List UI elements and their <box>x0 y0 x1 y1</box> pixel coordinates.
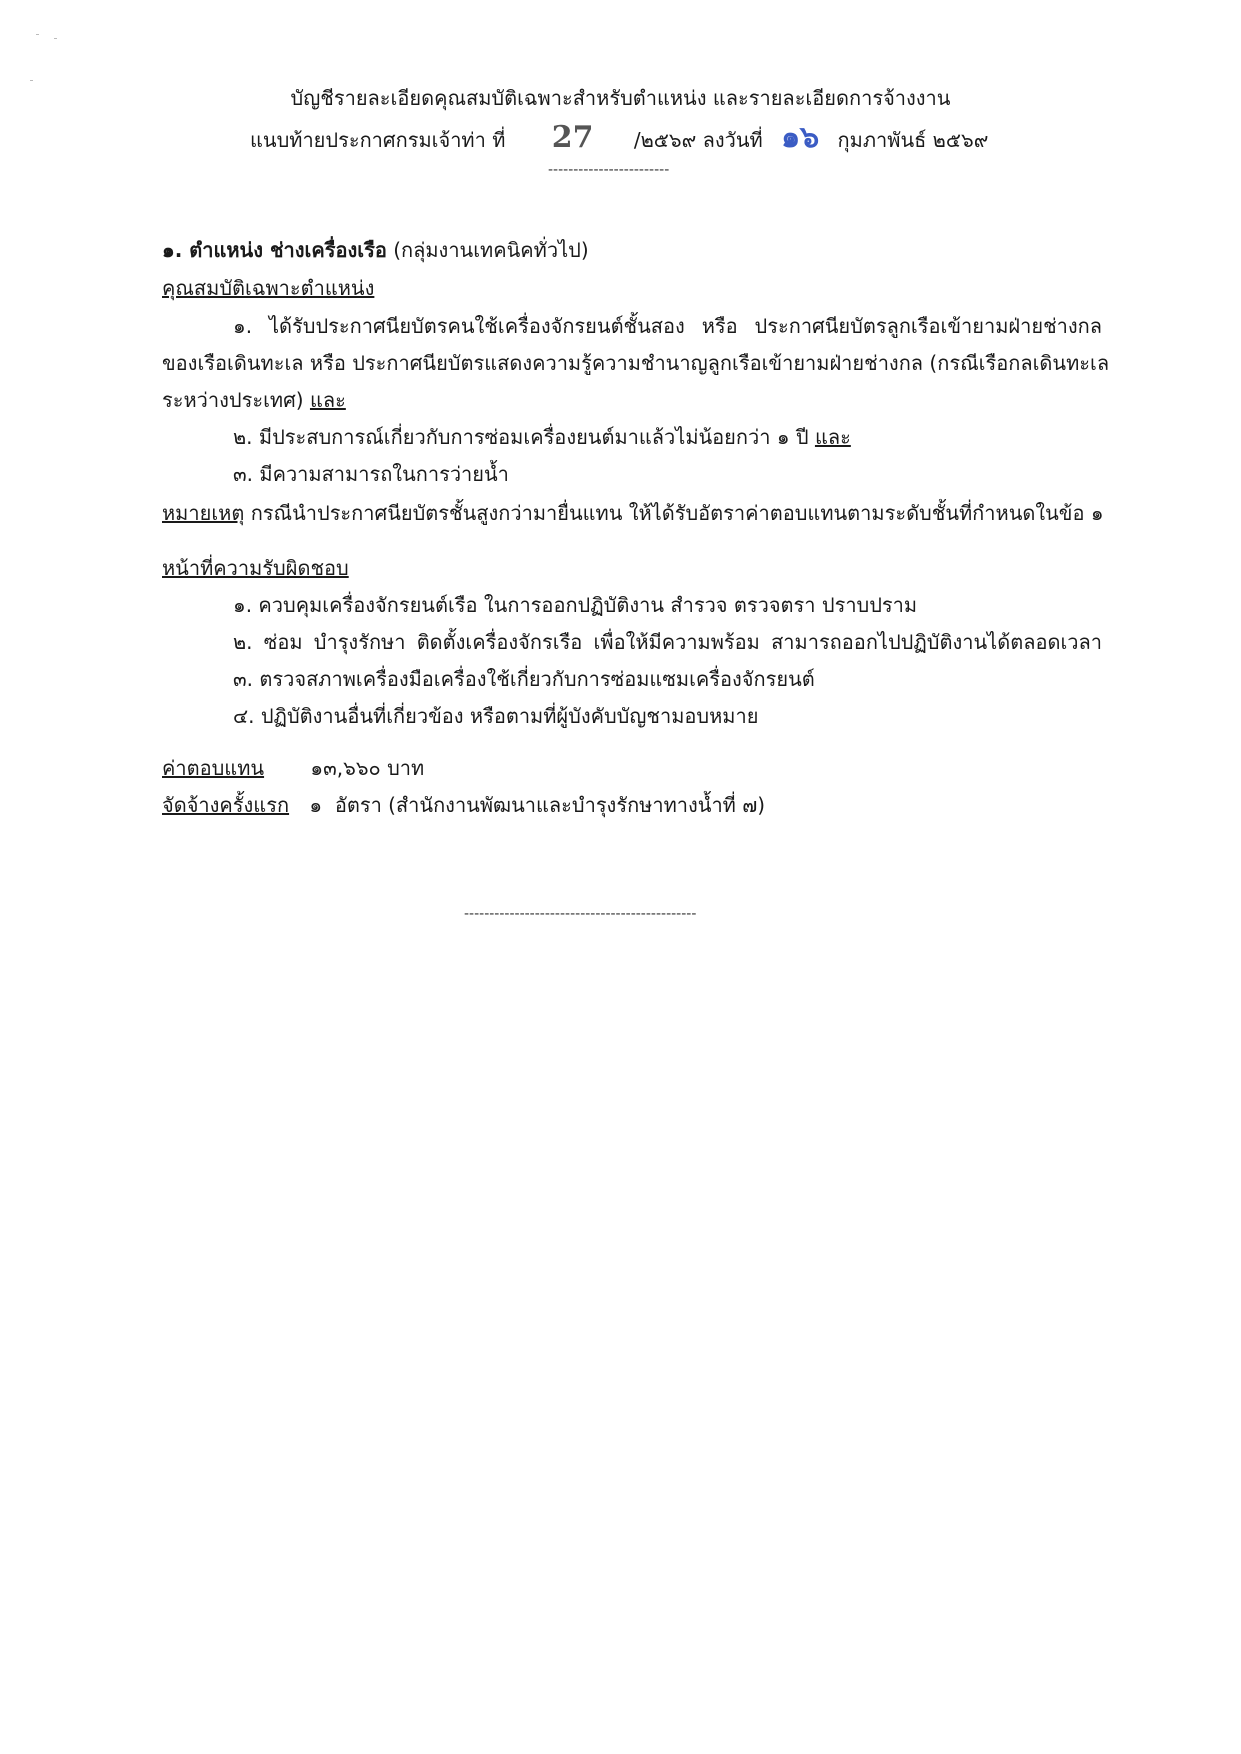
duties-title <box>162 552 1102 584</box>
document-title-line1: บัญชีรายละเอียดคุณสมบัติเฉพาะสำหรับตำแหน่ง และรายละเอียดการจ้างงาน <box>290 86 951 110</box>
title-month-year: กุมภาพันธ์ ๒๕๖๙ <box>837 128 989 152</box>
duties-title-text: หน้าที่ความรับผิดชอบ <box>162 556 349 580</box>
duty-item-4: ๔. ปฏิบัติงานอื่นที่เกี่ยวข้อง หรือตามที่ผู้บังคับบัญชามอบหมาย <box>233 704 759 728</box>
note-label: หมายเหตุ <box>162 501 245 525</box>
handwritten-announcement-number: 27 <box>551 120 594 155</box>
header-separator: ------------------------ <box>548 162 670 178</box>
qualification-item-2 <box>233 421 1102 453</box>
qualification-and: และ <box>309 388 346 412</box>
title-year: /๒๕๖๙ ลงวันที่ <box>633 128 763 152</box>
qualification-item-3: ๓. มีความสามารถในการว่ายน้ำ <box>233 462 509 486</box>
compensation-label: ค่าตอบแทน <box>162 756 265 780</box>
qualifications-title-text: คุณสมบัติเฉพาะตำแหน่ง <box>162 276 375 300</box>
title-prefix: แนบท้ายประกาศกรมเจ้าท่า ที่ <box>250 128 506 152</box>
compensation-value: ๑๓,๖๖๐ บาท <box>310 756 425 780</box>
duty-item-1: ๑. ควบคุมเครื่องจักรยนต์เรือ ในการออกปฏิบัติงาน สำรวจ ตรวจตรา ปราบปราม <box>233 593 918 617</box>
scan-speck <box>36 34 39 35</box>
position-group: (กลุ่มงานเทคนิคทั่วไป) <box>393 238 589 262</box>
initial-hiring <box>162 789 1102 821</box>
qualification-item-1-text: ระหว่างประเทศ) <box>162 388 304 412</box>
compensation <box>162 752 1102 784</box>
qualification-item-2-text: ๒. มีประสบการณ์เกี่ยวกับการซ่อมเครื่องยนต์มาแล้วไม่น้อยกว่า ๑ ปี <box>233 425 809 449</box>
document-title-line2 <box>250 114 988 161</box>
qualification-item-1-line3 <box>162 384 1102 416</box>
qualifications-title <box>162 272 1102 304</box>
hiring-value: ๑ อัตรา (สำนักงานพัฒนาและบำรุงรักษาทางน้ำที่ ๗) <box>309 793 766 817</box>
footer-separator: ---------------------------------------------- <box>464 906 697 922</box>
scan-speck <box>30 80 33 81</box>
note-text: กรณีนำประกาศนียบัตรชั้นสูงกว่ามายื่นแทน ให้ได้รับอัตราค่าตอบแทนตามระดับชั้นที่กำหนดในข้อ ๑ <box>250 501 1104 525</box>
position-title: ๑. ตำแหน่ง ช่างเครื่องเรือ <box>162 238 387 262</box>
note <box>162 497 1102 529</box>
duty-item-3: ๓. ตรวจสภาพเครื่องมือเครื่องใช้เกี่ยวกับการซ่อมแซมเครื่องจักรยนต์ <box>233 667 815 691</box>
qualification-item-1-line2: ของเรือเดินทะเล หรือ ประกาศนียบัตรแสดงความรู้ความชำนาญลูกเรือเข้ายามฝ่ายช่างกล (กรณีเรือกลเดินทะเล <box>162 351 1110 375</box>
position-heading <box>162 234 1102 266</box>
qualification-and: และ <box>814 425 851 449</box>
qualification-item-1-line1: ๑. ได้รับประกาศนียบัตรคนใช้เครื่องจักรยนต์ชั้นสอง หรือ ประกาศนียบัตรลูกเรือเข้ายามฝ่ายช่างกล <box>233 314 1102 338</box>
hiring-label: จัดจ้างครั้งแรก <box>162 793 290 817</box>
scan-speck <box>54 38 57 39</box>
duty-item-2: ๒. ซ่อม บำรุงรักษา ติดตั้งเครื่องจักรเรือ เพื่อให้มีความพร้อม สามารถออกไปปฏิบัติงานได้ตลอดเวลา <box>233 630 1102 654</box>
handwritten-day: ๑๖ <box>781 120 820 155</box>
